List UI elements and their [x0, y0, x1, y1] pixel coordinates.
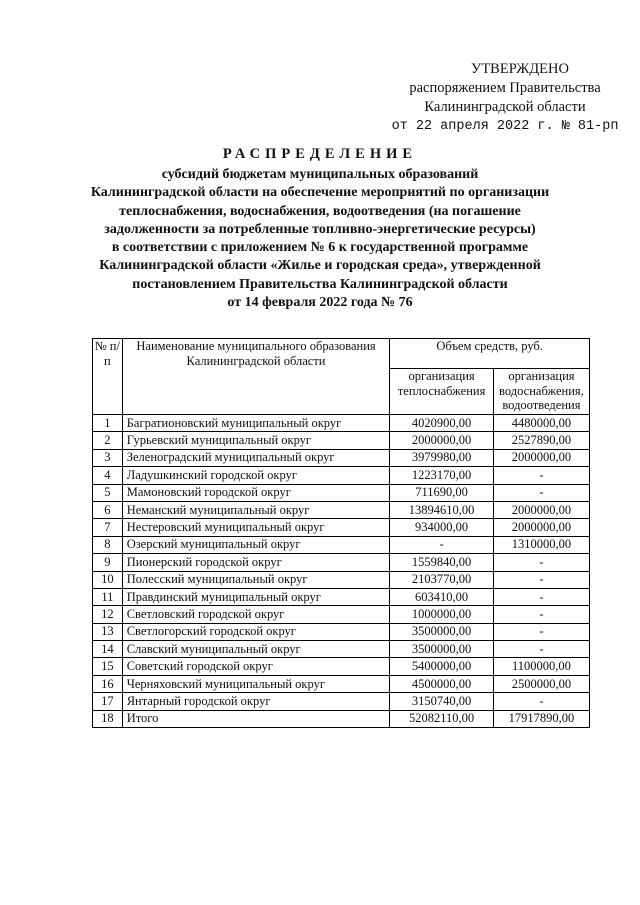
table-row: [93, 484, 590, 501]
row-municipality: Гурьевский муниципальный округ: [122, 432, 390, 449]
table-row: [93, 606, 590, 623]
row-municipality: Славский муниципальный округ: [122, 641, 390, 658]
row-municipality: Правдинский муниципальный округ: [122, 588, 390, 605]
row-municipality: Неманский муниципальный округ: [122, 501, 390, 518]
row-number: 1: [93, 415, 123, 432]
row-number: 15: [93, 658, 123, 675]
row-municipality: Черняховский муниципальный округ: [122, 675, 390, 692]
row-number: 5: [93, 484, 123, 501]
table-row: [93, 415, 590, 432]
row-number: 11: [93, 588, 123, 605]
table-row: [93, 536, 590, 553]
table-row: [93, 432, 590, 449]
row-municipality: Багратионовский муниципальный округ: [122, 415, 390, 432]
table-row: [93, 519, 590, 536]
row-municipality: Светлогорский городской округ: [122, 623, 390, 640]
row-water-amount: 2000000,00: [493, 519, 589, 536]
row-water-amount: -: [493, 571, 589, 588]
row-water-amount: -: [493, 588, 589, 605]
row-heat-amount: -: [390, 536, 494, 553]
header-heat-supply: организация теплоснабжения: [390, 369, 494, 415]
row-number: 3: [93, 449, 123, 466]
table-row: [93, 693, 590, 710]
row-heat-amount: 13894610,00: [390, 501, 494, 518]
row-heat-amount: 603410,00: [390, 588, 494, 605]
subtitle-line: постановлением Правительства Калининградской области: [132, 276, 508, 292]
row-heat-amount: 1223170,00: [390, 467, 494, 484]
row-number: 8: [93, 536, 123, 553]
row-number: 16: [93, 675, 123, 692]
row-heat-amount: 711690,00: [390, 484, 494, 501]
row-municipality: Пионерский городской округ: [122, 554, 390, 571]
table-row: [93, 467, 590, 484]
header-water-supply: организация водоснабжения, водоотведения: [493, 369, 589, 415]
row-heat-amount: 3150740,00: [390, 693, 494, 710]
row-water-amount: 1100000,00: [493, 658, 589, 675]
approval-region: Калининградской области: [424, 99, 586, 115]
subtitle-line: субсидий бюджетам муниципальных образований: [161, 167, 479, 182]
row-water-amount: -: [493, 484, 589, 501]
row-water-amount: -: [493, 693, 589, 710]
approval-stamp: [385, 60, 625, 136]
row-water-amount: -: [493, 554, 589, 571]
approval-date-number: от 22 апреля 2022 г. № 81-рп: [391, 119, 619, 134]
row-heat-amount: 4500000,00: [390, 675, 494, 692]
row-number: 14: [93, 641, 123, 658]
table-row: [93, 449, 590, 466]
row-water-amount: 17917890,00: [493, 710, 589, 727]
row-municipality: Янтарный городской округ: [122, 693, 390, 710]
row-heat-amount: 3500000,00: [390, 641, 494, 658]
approval-authority: распоряжением Правительства: [409, 80, 601, 96]
row-number: 18: [93, 710, 123, 727]
table-row: [93, 588, 590, 605]
row-water-amount: 1310000,00: [493, 536, 589, 553]
table-row: [93, 554, 590, 571]
row-number: 4: [93, 467, 123, 484]
row-number: 7: [93, 519, 123, 536]
subtitle-line: в соответствии с приложением № 6 к государственной программе: [111, 240, 529, 256]
row-heat-amount: 934000,00: [390, 519, 494, 536]
row-municipality: Мамоновский городской округ: [122, 484, 390, 501]
row-municipality: Ладушкинский городской округ: [122, 467, 390, 484]
row-municipality: Нестеровский муниципальный округ: [122, 519, 390, 536]
subtitle-line: Калининградской области «Жилье и городская среда», утвержденной: [99, 258, 541, 274]
row-water-amount: -: [493, 467, 589, 484]
row-municipality: Итого: [122, 710, 390, 727]
row-water-amount: 2000000,00: [493, 501, 589, 518]
row-heat-amount: 5400000,00: [390, 658, 494, 675]
table-row: [93, 710, 590, 727]
row-number: 6: [93, 501, 123, 518]
row-heat-amount: 2000000,00: [390, 432, 494, 449]
row-number: 17: [93, 693, 123, 710]
table-row: [93, 501, 590, 518]
row-municipality: Светловский городской округ: [122, 606, 390, 623]
header-municipality: Наименование муниципального образования Калининградской области: [122, 339, 390, 415]
subtitle-line: задолженности за потребленные топливно-энергетические ресурсы): [104, 221, 536, 237]
row-heat-amount: 2103770,00: [390, 571, 494, 588]
table-row: [93, 571, 590, 588]
document-heading: РАСПРЕДЕЛЕНИЕ: [222, 146, 418, 162]
row-water-amount: -: [493, 606, 589, 623]
row-municipality: Полесский муниципальный округ: [122, 571, 390, 588]
row-water-amount: 4480000,00: [493, 415, 589, 432]
row-municipality: Советский городской округ: [122, 658, 390, 675]
subtitle-line: Калининградской области на обеспечение мероприятий по организации: [90, 185, 550, 201]
table-row: [93, 658, 590, 675]
table-row: [93, 675, 590, 692]
subtitle-line: теплоснабжения, водоснабжения, водоотведения (на погашение: [119, 203, 521, 219]
row-water-amount: 2527890,00: [493, 432, 589, 449]
row-water-amount: -: [493, 623, 589, 640]
header-number: № п/п: [93, 339, 123, 415]
document-subtitle: [70, 166, 570, 312]
table-body: [93, 415, 590, 728]
row-water-amount: 2000000,00: [493, 449, 589, 466]
row-number: 10: [93, 571, 123, 588]
row-heat-amount: 3500000,00: [390, 623, 494, 640]
row-heat-amount: 3979980,00: [390, 449, 494, 466]
approval-title: УТВЕРЖДЕНО: [471, 61, 569, 77]
row-heat-amount: 4020900,00: [390, 415, 494, 432]
row-number: 2: [93, 432, 123, 449]
row-water-amount: 2500000,00: [493, 675, 589, 692]
table-row: [93, 623, 590, 640]
header-volume: Объем средств, руб.: [390, 339, 590, 369]
row-number: 9: [93, 554, 123, 571]
table-row: [93, 641, 590, 658]
row-heat-amount: 1000000,00: [390, 606, 494, 623]
row-water-amount: -: [493, 641, 589, 658]
row-municipality: Зеленоградский муниципальный округ: [122, 449, 390, 466]
subsidy-table: [92, 338, 590, 728]
row-number: 12: [93, 606, 123, 623]
row-heat-amount: 52082110,00: [390, 710, 494, 727]
row-number: 13: [93, 623, 123, 640]
row-heat-amount: 1559840,00: [390, 554, 494, 571]
row-municipality: Озерский муниципальный округ: [122, 536, 390, 553]
subtitle-line: от 14 февраля 2022 года № 76: [227, 295, 413, 311]
